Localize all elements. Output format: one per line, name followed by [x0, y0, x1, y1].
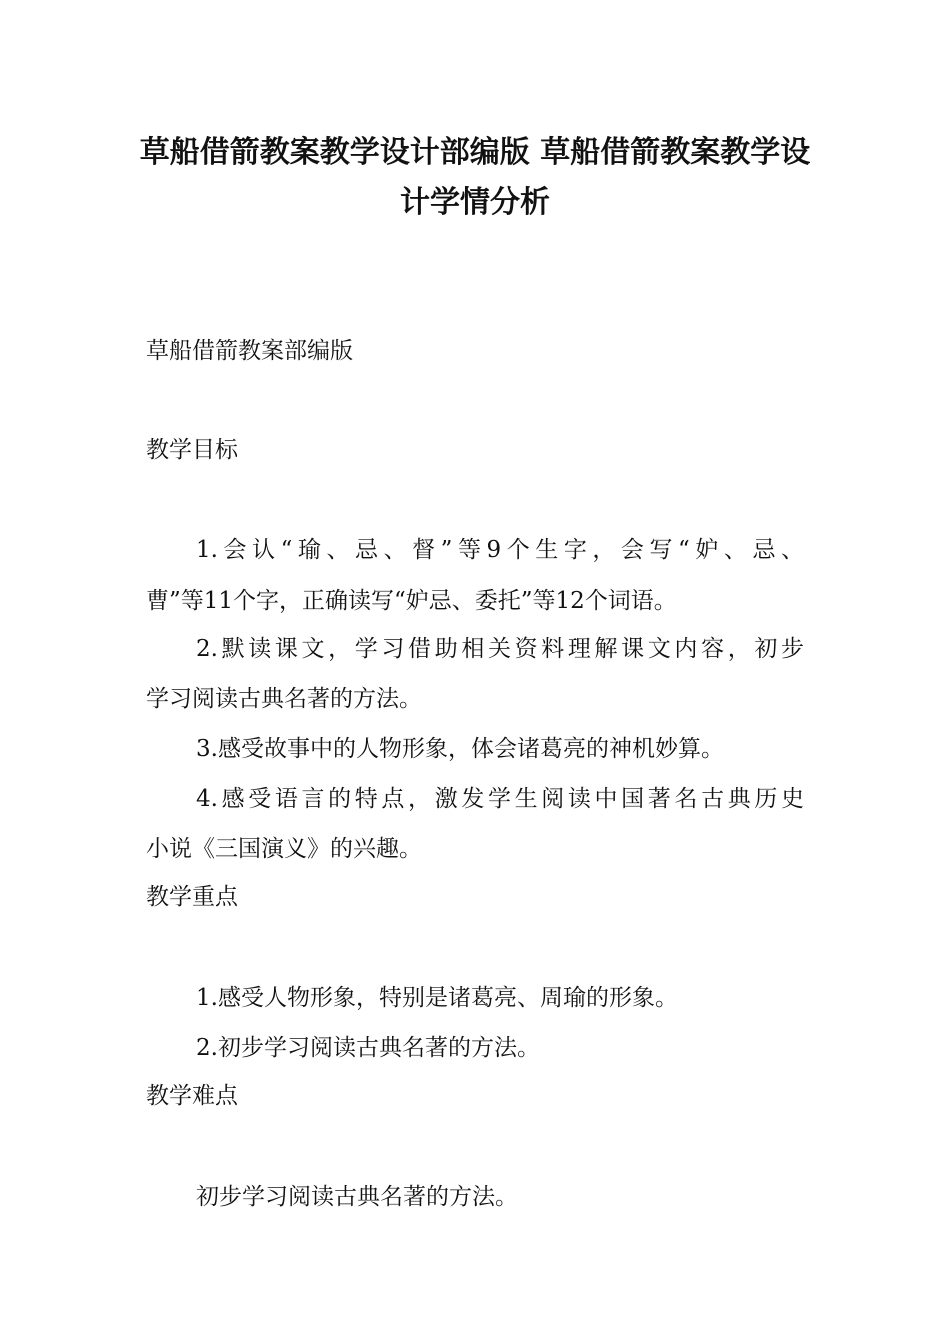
- title-line-2: 计学情分析: [400, 185, 550, 220]
- key-point-item-1: 1.感受人物形象，特别是诸葛亮、周瑜的形象。: [196, 985, 678, 1011]
- document-subtitle: 草船借箭教案部编版: [146, 338, 353, 364]
- document-title: [100, 128, 850, 228]
- goal-item-3: 3.感受故事中的人物形象，体会诸葛亮的神机妙算。: [196, 736, 724, 762]
- goal-item-1-line-1: 1.会认“瑜、忌、督”等9个生字，会写“妒、忌、: [196, 537, 804, 563]
- goals-heading: 教学目标: [146, 437, 238, 463]
- goal-item-1-line-2: 曹”等11个字，正确读写“妒忌、委托”等12个词语。: [146, 588, 677, 614]
- goal-item-2-line-1: 2.默读课文，学习借助相关资料理解课文内容，初步: [196, 636, 804, 662]
- difficulties-text: 初步学习阅读古典名著的方法。: [196, 1184, 518, 1210]
- difficulties-heading: 教学难点: [146, 1083, 238, 1109]
- key-point-item-2: 2.初步学习阅读古典名著的方法。: [196, 1035, 540, 1061]
- key-points-heading: 教学重点: [146, 884, 238, 910]
- title-line-1: 草船借箭教案教学设计部编版 草船借箭教案教学设: [139, 135, 811, 170]
- goal-item-4-line-1: 4.感受语言的特点，激发学生阅读中国著名古典历史: [196, 786, 804, 812]
- goal-item-4-line-2: 小说《三国演义》的兴趣。: [146, 836, 422, 862]
- goal-item-2-line-2: 学习阅读古典名著的方法。: [146, 686, 422, 712]
